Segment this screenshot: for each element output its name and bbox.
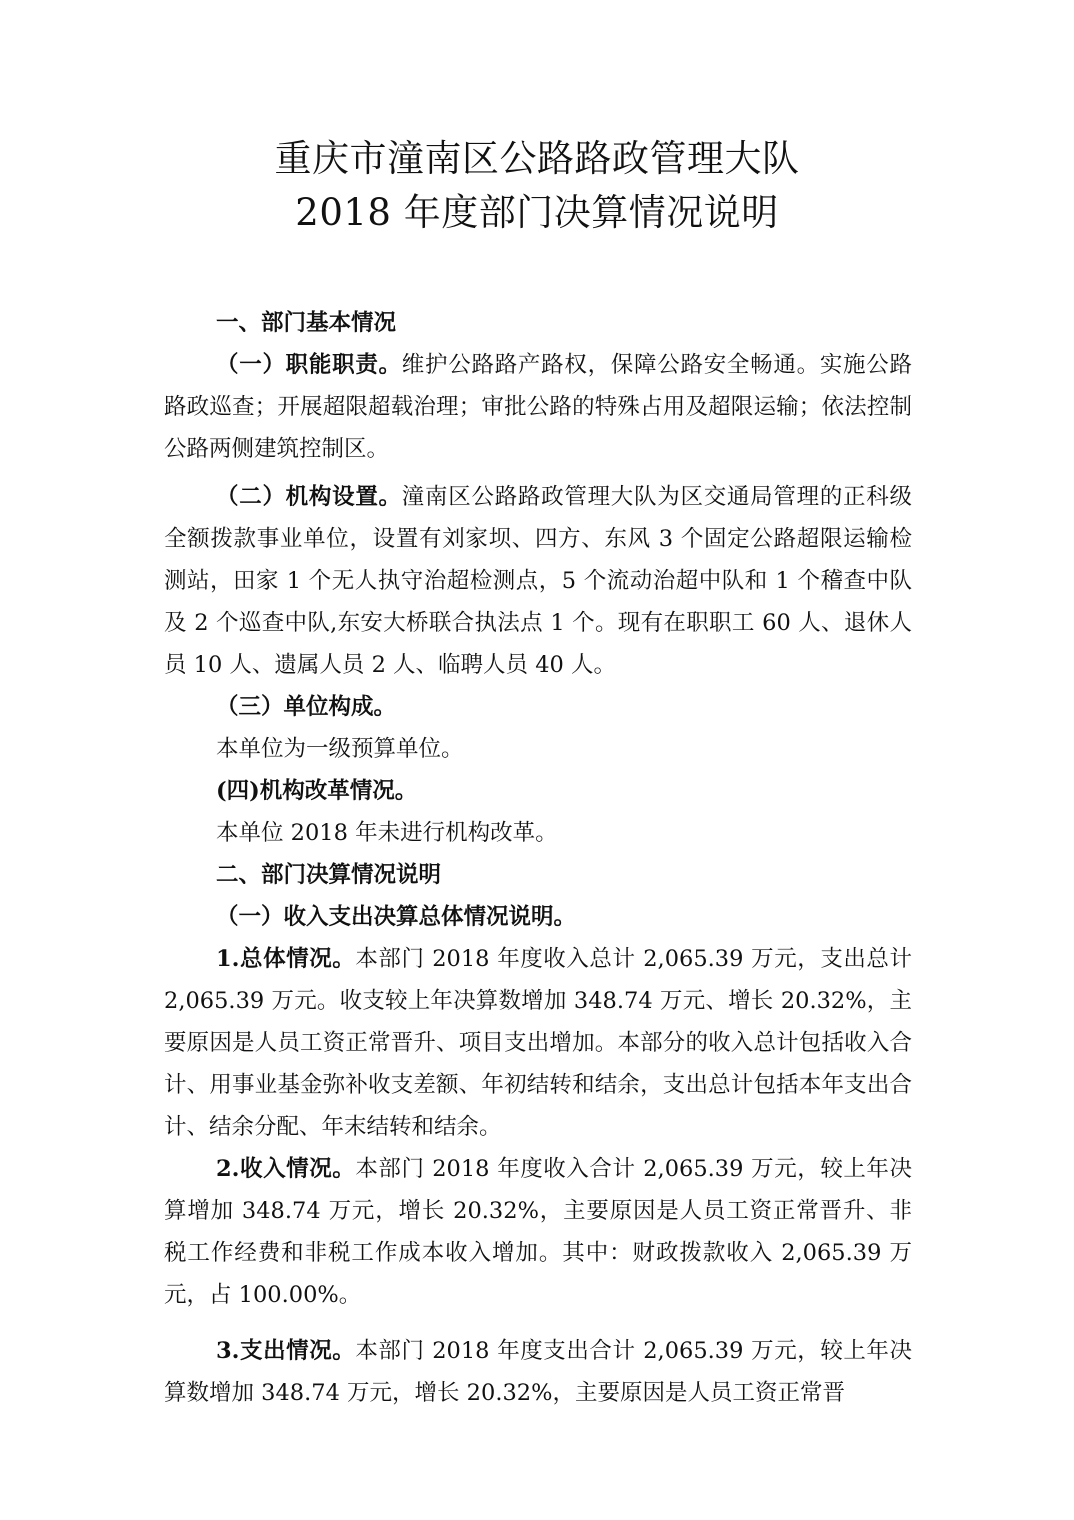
organization-text: 潼南区公路路政管理大队为区交通局管理的正科级全额拨款事业单位，设置有刘家坝、四方、东风 3 个固定公路超限运输检测站，田家 1 个无人执守治超检测点，5 个流动治超中队和 1 个稽查中队及 2 个巡查中队,东安大桥联合执法点 1 个。现有在职职工 60 人、退休人员 10 人、遗属人员 2 人、临聘人员 40 人。 — [164, 484, 912, 678]
paragraph-expenditure — [164, 1330, 912, 1414]
overall-heading: 1.总体情况。 — [216, 946, 356, 972]
section-2-1-heading: （一）收入支出决算总体情况说明。 — [216, 904, 577, 930]
expenditure-heading: 3.支出情况。 — [216, 1338, 356, 1364]
document-title — [0, 132, 1074, 240]
title-line-1: 重庆市潼南区公路路政管理大队 — [274, 137, 800, 180]
paragraph-functions — [164, 344, 912, 470]
section-2-heading: 二、部门决算情况说明 — [216, 862, 442, 888]
expenditure-text: 本部门 2018 年度支出合计 2,065.39 万元，较上年决算数增加 348.74 万元，增长 20.32%，主要原因是人员工资正常晋 — [164, 1338, 912, 1406]
paragraph-organization — [164, 476, 912, 686]
organization-heading: （二）机构设置。 — [216, 484, 402, 510]
overall-text: 本部门 2018 年度收入总计 2,065.39 万元，支出总计 2,065.39 万元。收支较上年决算数增加 348.74 万元、增长 20.32%，主要原因是人员工资正常晋升、项目支出增加。本部分的收入总计包括收入合计、用事业基金弥补收支差额、年初结转和结余，支出总计包括本年支出合计、结余分配、年末结转和结余。 — [164, 946, 912, 1140]
reform-heading: (四)机构改革情况。 — [216, 778, 418, 804]
document-body — [164, 302, 912, 1414]
income-text: 本部门 2018 年度收入合计 2,065.39 万元，较上年决算增加 348.74 万元，增长 20.32%，主要原因是人员工资正常晋升、非税工作经费和非税工作成本收入增加。其中：财政拨款收入 2,065.39 万元，占 100.00%。 — [164, 1156, 912, 1308]
functions-text: 维护公路路产路权，保障公路安全畅通。实施公路路政巡查；开展超限超载治理；审批公路的特殊占用及超限运输；依法控制公路两侧建筑控制区。 — [164, 352, 912, 462]
section-1-heading: 一、部门基本情况 — [216, 310, 397, 336]
paragraph-overall — [164, 938, 912, 1148]
functions-heading: （一）职能职责。 — [216, 352, 402, 378]
title-line-2: 2018 年度部门决算情况说明 — [295, 191, 779, 234]
reform-text: 本单位 2018 年未进行机构改革。 — [216, 820, 558, 846]
paragraph-income — [164, 1148, 912, 1316]
unit-composition-heading: （三）单位构成。 — [216, 694, 397, 720]
unit-composition-text: 本单位为一级预算单位。 — [216, 736, 464, 762]
income-heading: 2.收入情况。 — [216, 1156, 356, 1182]
